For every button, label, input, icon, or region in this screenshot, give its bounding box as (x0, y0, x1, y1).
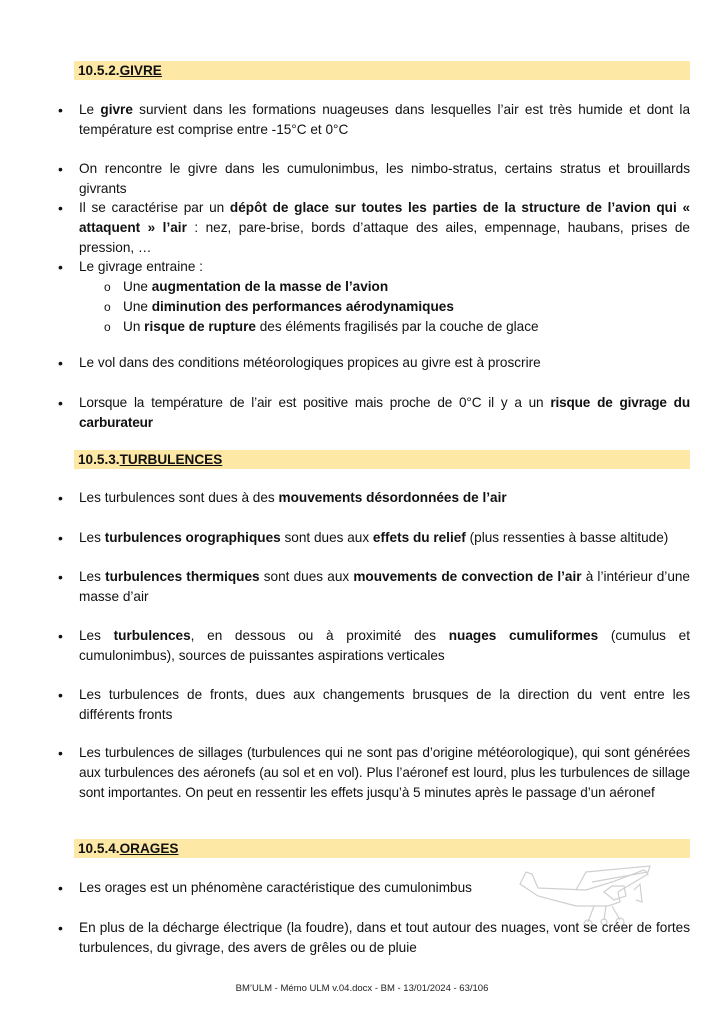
item-text: Les orages est un phénomène caractéristique des cumulonimbus (79, 880, 472, 895)
text-run: Un (123, 319, 145, 334)
section-heading-orages (74, 839, 690, 858)
page-footer: BM’ULM - Mémo ULM v.04.docx - BM - 13/01/2024 - 63/106 (235, 983, 489, 994)
bullet-icon: • (58, 102, 63, 118)
item-text (79, 528, 690, 548)
list-item (58, 198, 690, 258)
text-run: Les (79, 628, 114, 643)
item-text: En plus de la décharge électrique (la foudre), dans et tout autour des nuages, vont se créer de fortes turbulences, du givrage, des avers de grêles ou de pluie (79, 920, 690, 955)
text-run: : nez, pare-brise, bords d’attaque des ailes, empennage, haubans, prises de pression, … (79, 220, 690, 255)
text-run-bold: turbulences (113, 628, 191, 643)
sub-item-text (123, 277, 388, 297)
text-run: (cumulus et cumulonimbus), sources de puissantes aspirations verticales (79, 628, 690, 663)
circle-bullet-icon: o (104, 320, 111, 334)
bullet-icon: • (58, 161, 63, 177)
list-item (58, 626, 690, 666)
list-item (58, 685, 690, 725)
bullet-icon: • (58, 395, 63, 411)
list-item (58, 878, 690, 898)
circle-bullet-icon: o (104, 280, 111, 294)
item-text: On rencontre le givre dans les cumulonimbus, les nimbo-stratus, certains stratus et brouillards givrants (79, 161, 690, 196)
list-item (58, 353, 690, 373)
sub-list-item (104, 297, 690, 317)
text-run-bold: turbulences thermiques (105, 569, 260, 584)
list-item (58, 257, 690, 337)
bullet-icon: • (58, 259, 63, 275)
text-run-bold: nuages cumuliformes (448, 628, 599, 643)
section-title: TURBULENCES (119, 452, 223, 467)
text-run-bold: givre (100, 102, 133, 117)
text-run: des éléments fragilisés par la couche de glace (255, 319, 539, 334)
bullet-icon: • (58, 355, 63, 371)
bullet-icon: • (58, 490, 63, 506)
text-run: (plus ressenties à basse altitude) (465, 530, 669, 545)
text-run: à l’intérieur d’une masse d’air (79, 569, 690, 604)
section-heading-turbulences (74, 450, 690, 469)
section-title: ORAGES (119, 841, 179, 856)
item-text: Le givrage entraine : (79, 259, 203, 274)
text-run: Le (79, 102, 101, 117)
text-run-bold: diminution des performances aérodynamiques (151, 299, 454, 314)
bullet-icon: • (58, 687, 63, 703)
bullet-icon: • (58, 569, 63, 585)
sub-list-item (104, 317, 690, 337)
bullet-icon: • (58, 920, 63, 936)
item-text (79, 393, 690, 433)
text-run-bold: turbulences orographiques (104, 530, 281, 545)
text-run-bold: dépôt de glace sur toutes les parties de la structure de l’avion qui « attaquent » l’air (79, 200, 690, 235)
list-item (58, 393, 690, 433)
section-title: GIVRE (119, 63, 162, 78)
circle-bullet-icon: o (104, 300, 111, 314)
text-run-bold: risque de rupture (144, 319, 256, 334)
list-item (58, 743, 690, 803)
item-text: Les turbulences de sillages (turbulences qui ne sont pas d’origine météorologique), qui sont générées aux turbulences des aéronefs (au sol et en vol). Plus l’aéronef est lourd, plus les turbulences de sillage sont importantes. On peut en ressentir les effets jusqu’à 5 minutes après le passage d’un aéronef (79, 745, 690, 800)
section-number: 10.5.4. (78, 841, 120, 856)
list-item (58, 528, 690, 548)
item-text (79, 567, 690, 607)
text-run: Les (79, 569, 106, 584)
sub-list-item (104, 277, 690, 297)
text-run: , en dessous ou à proximité des (190, 628, 449, 643)
text-run: Une (123, 299, 152, 314)
item-text: Le vol dans des conditions météorologiques propices au givre est à proscrire (79, 355, 541, 370)
list-item (58, 918, 690, 958)
text-run: Il se caractérise par un (79, 200, 230, 215)
item-text (79, 198, 690, 258)
text-run: Lorsque la température de l’air est positive mais proche de 0°C il y a un (79, 395, 551, 410)
text-run-bold: augmentation de la masse de l’avion (151, 279, 389, 294)
list-item (58, 100, 690, 140)
item-text (79, 488, 690, 508)
text-run: Les turbulences sont dues à des (79, 490, 279, 505)
list-item (58, 159, 690, 199)
list-item (58, 567, 690, 607)
section-number: 10.5.2. (78, 63, 120, 78)
text-run-bold: risque de givrage du carburateur (79, 395, 690, 430)
item-text: Les turbulences de fronts, dues aux changements brusques de la direction du vent entre les différents fronts (79, 687, 690, 722)
item-text (79, 100, 690, 140)
item-text (79, 626, 690, 666)
text-run: sont dues aux (259, 569, 354, 584)
sub-item-text (123, 297, 454, 317)
text-run: sont dues aux (280, 530, 373, 545)
section-heading-givre (74, 61, 690, 80)
bullet-icon: • (58, 628, 63, 644)
text-run-bold: effets du relief (372, 530, 466, 545)
list-item (58, 488, 690, 508)
sub-item-text (123, 317, 539, 337)
text-run-bold: mouvements de convection de l’air (353, 569, 582, 584)
text-run: Une (123, 279, 152, 294)
bullet-icon: • (58, 200, 63, 216)
text-run: survient dans les formations nuageuses dans lesquelles l’air est très humide et dont la température est comprise entre -15°C et 0°C (79, 102, 691, 137)
section-number: 10.5.3. (78, 452, 120, 467)
bullet-icon: • (58, 530, 63, 546)
text-run-bold: mouvements désordonnées de l’air (278, 490, 507, 505)
bullet-icon: • (58, 880, 63, 896)
text-run: Les (79, 530, 105, 545)
bullet-icon: • (58, 745, 63, 761)
